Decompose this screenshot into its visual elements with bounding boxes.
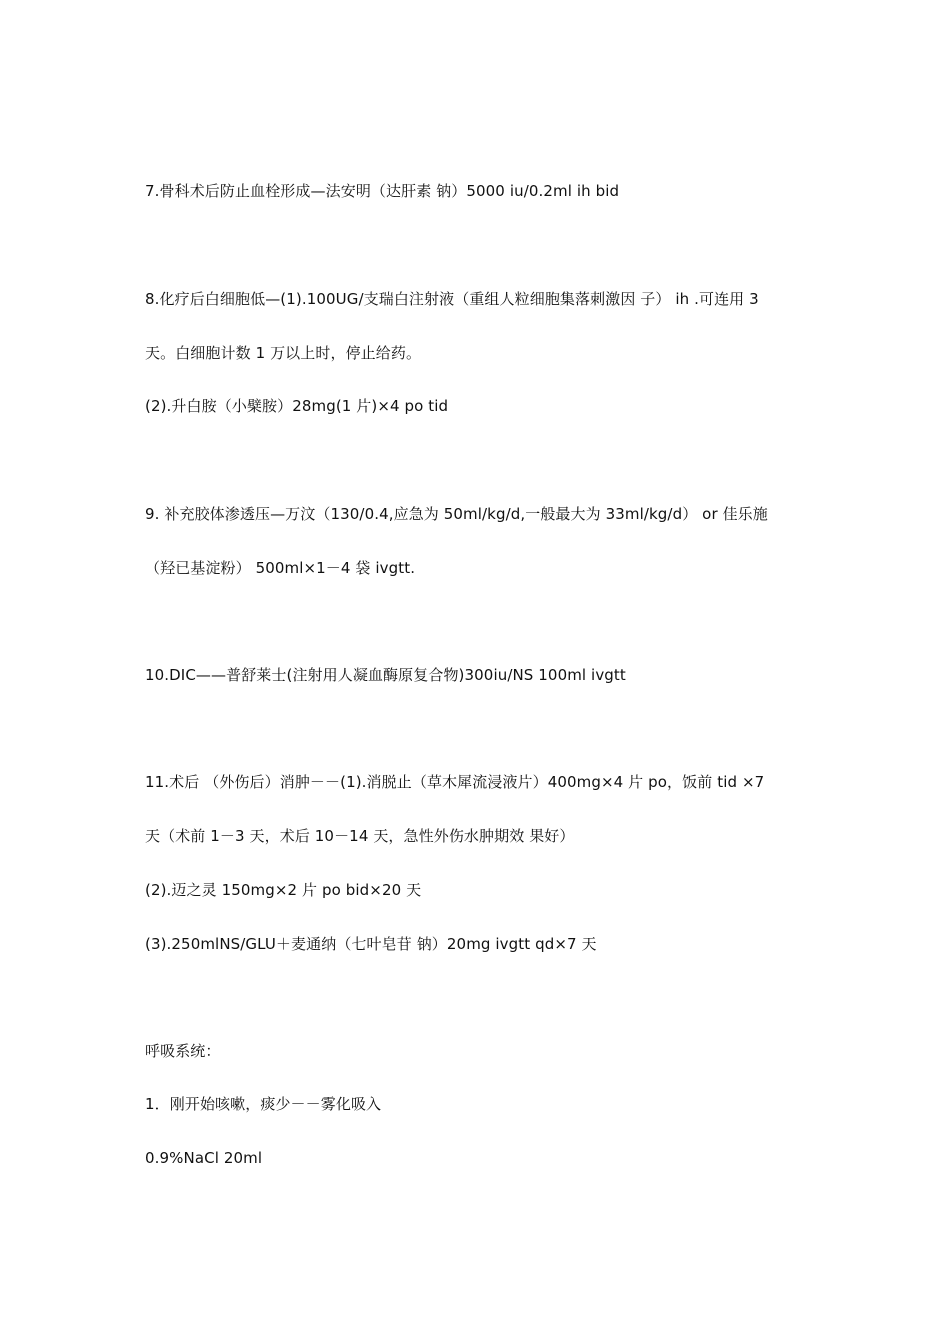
- item-10-dic: 10.DIC——普舒莱士(注射用人凝血酶原复合物)300iu/NS 100ml ivgtt: [145, 666, 626, 684]
- section-heading-respiratory: 呼吸系统：: [145, 1042, 221, 1060]
- respiratory-item-1: 1．刚开始咳嗽，痰少－－雾化吸入: [145, 1095, 382, 1113]
- respiratory-item-1-dose: 0.9%NaCl 20ml: [145, 1149, 263, 1167]
- item-11-swelling: 11.术后 （外伤后）消肿－－(1).消脱止（草木犀流浸液片）400mg×4 片 po，饭前 tid ×7: [145, 773, 765, 791]
- item-9-colloid: 9. 补充胶体渗透压—万汶（130/0.4,应急为 50ml/kg/d,一般最大为 33ml/kg/d） or 佳乐施: [145, 505, 768, 523]
- item-11-sub-2: (2).迈之灵 150mg×2 片 po bid×20 天: [145, 881, 422, 899]
- item-8-sub-2: (2).升白胺（小檗胺）28mg(1 片)×4 po tid: [145, 397, 449, 415]
- item-7-anticoagulant: 7.骨科术后防止血栓形成—法安明（达肝素 钠）5000 iu/0.2ml ih bid: [145, 182, 620, 200]
- item-11-sub-3: (3).250mlNS/GLU＋麦通纳（七叶皂苷 钠）20mg ivgtt qd×7 天: [145, 935, 597, 953]
- item-11-continuation: 天（术前 1－3 天，术后 10－14 天，急性外伤水肿期效 果好）: [145, 827, 575, 845]
- item-8-leukopenia: 8.化疗后白细胞低—(1).100UG/支瑞白注射液（重组人粒细胞集落刺激因 子） ih .可连用 3: [145, 290, 759, 308]
- item-8-continuation: 天。白细胞计数 1 万以上时，停止给药。: [145, 344, 422, 362]
- item-9-continuation: （羟已基淀粉） 500ml×1－4 袋 ivgtt.: [145, 559, 416, 577]
